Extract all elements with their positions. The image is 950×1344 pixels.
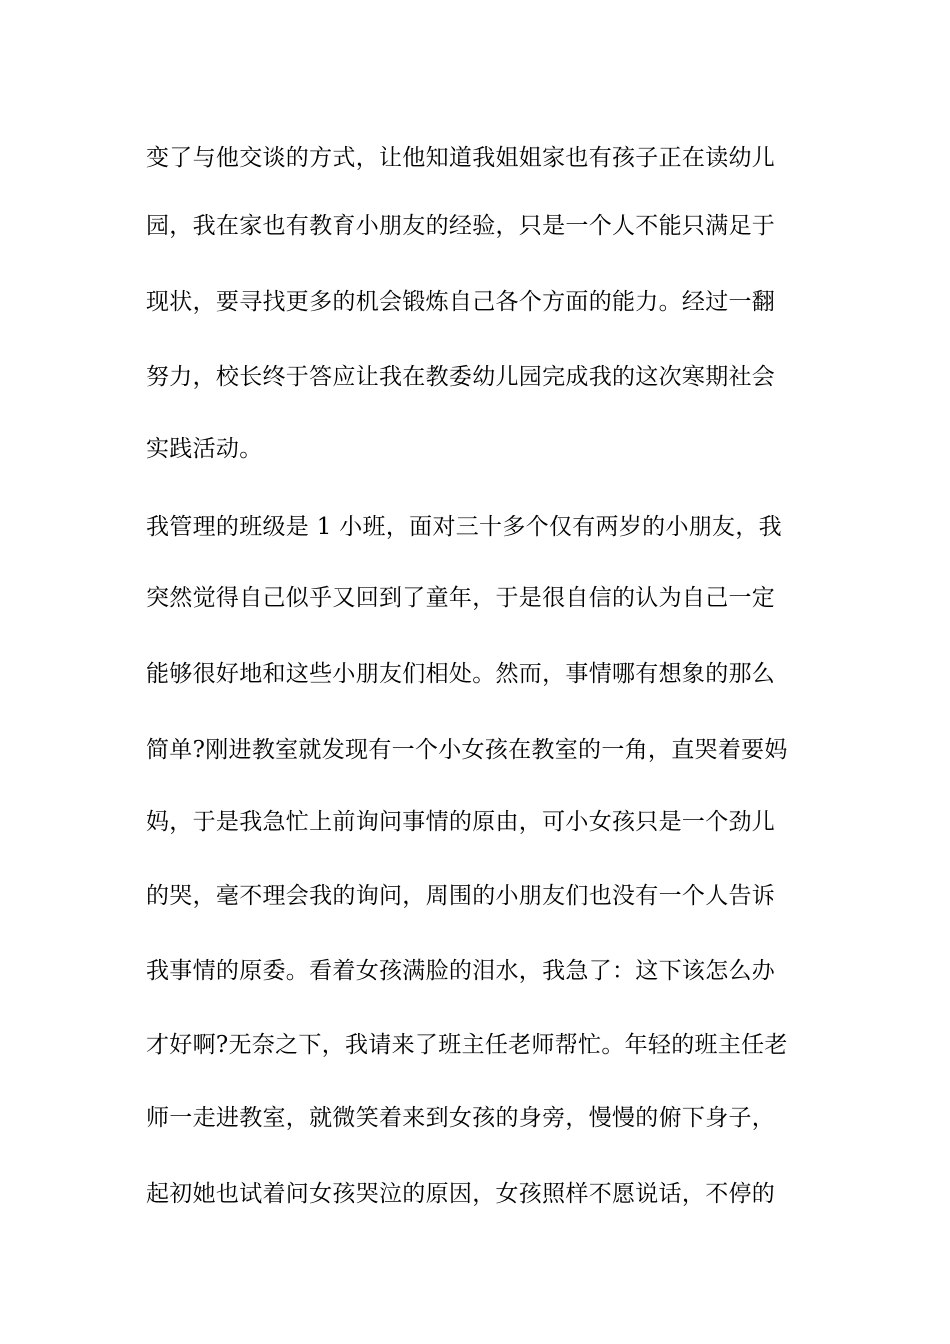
text-line: 变了与他交谈的方式，让他知道我姐姐家也有孩子正在读幼儿 [146,145,776,171]
text-line: 实践活动。 [146,436,263,462]
text-line: 妈，于是我急忙上前询问事情的原由，可小女孩只是一个劲儿 [146,809,776,835]
text-line: 的哭，毫不理会我的询问，周围的小朋友们也没有一个人告诉 [146,883,776,909]
text-line: 简单?刚进教室就发现有一个小女孩在教室的一角，直哭着要妈 [146,737,788,763]
text-line: 师一走进教室，就微笑着来到女孩的身旁，慢慢的俯下身子， [146,1105,776,1131]
text-line: 我事情的原委。看着女孩满脸的泪水，我急了：这下该怎么办 [146,958,776,984]
text-line: 突然觉得自己似乎又回到了童年，于是很自信的认为自己一定 [146,585,776,611]
text-line: 园，我在家也有教育小朋友的经验，只是一个人不能只满足于 [146,213,776,239]
text-line: 才好啊?无奈之下，我请来了班主任老师帮忙。年轻的班主任老 [146,1032,788,1058]
text-line: 现状，要寻找更多的机会锻炼自己各个方面的能力。经过一翻 [146,289,776,315]
text-line: 我管理的班级是 1 小班，面对三十多个仅有两岁的小朋友，我 [146,514,782,540]
text-line: 能够很好地和这些小朋友们相处。然而，事情哪有想象的那么 [146,661,776,687]
text-line: 努力，校长终于答应让我在教委幼儿园完成我的这次寒期社会 [146,364,776,390]
text-line: 起初她也试着问女孩哭泣的原因，女孩照样不愿说话，不停的 [146,1181,776,1207]
